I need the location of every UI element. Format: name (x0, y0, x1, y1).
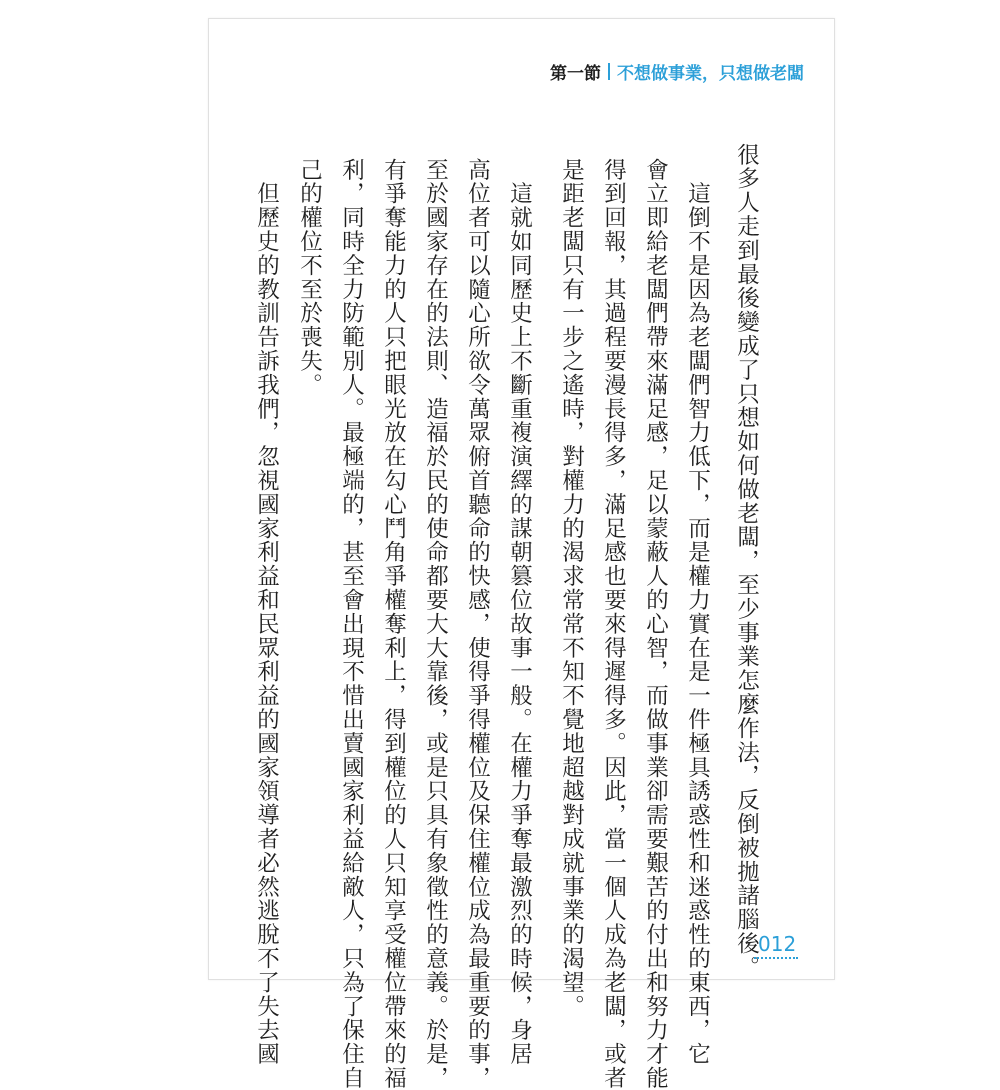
text-column-6: 這就如同歷史上不斷重複演繹的謀朝篡位故事一般。在權力爭奪最激烈的時候，身居 (506, 158, 533, 1067)
text-column-4: 得到回報，其過程要漫長得多，滿足感也要來得遲得多。因此，當一個人成為老闆，或者 (600, 158, 627, 1090)
page-number-underline (754, 957, 798, 959)
text-column-8: 至於國家存在的法則、造福於民的使命都要大大靠後，或是只具有象徵性的意義。於是， (422, 158, 449, 1090)
text-column-11: 己的權位不至於喪失。 (296, 158, 323, 397)
text-column-1: 很多人走到最後變成了只想如何做老闆，至少事業怎麼作法，反倒被拋諸腦後。 (733, 143, 760, 980)
text-column-5: 是距老闆只有一步之遙時，對權力的渴求常常不知不覺地超越對成就事業的渴望。 (558, 158, 585, 1019)
text-column-7: 高位者可以隨心所欲令萬眾俯首聽命的快感，使得爭得權位及保住權位成為最重要的事， (464, 158, 491, 1090)
section-label: 第一節 (550, 63, 601, 84)
text-column-2: 這倒不是因為老闆們智力低下，而是權力實在是一件極具誘惑性和迷惑性的東西，它 (684, 158, 711, 1067)
header-divider (608, 63, 610, 80)
text-column-12: 但歷史的教訓告訴我們，忽視國家利益和民眾利益的國家領導者必然逃脫不了失去國 (253, 158, 280, 1067)
section-title: 不想做事業，只想做老闆 (617, 63, 804, 84)
text-column-3: 會立即給老闆們帶來滿足感，足以蒙蔽人的心智，而做事業卻需要艱苦的付出和努力才能 (642, 158, 669, 1090)
text-column-10: 利，同時全力防範別人。最極端的，甚至會出現不惜出賣國家利益給敵人，只為了保住自 (338, 158, 365, 1090)
text-column-9: 有爭奪能力的人只把眼光放在勾心鬥角爭權奪利上，得到權位的人只知享受權位帶來的福 (380, 158, 407, 1090)
page-number: 012 (758, 932, 797, 956)
chapter-header (550, 57, 804, 85)
